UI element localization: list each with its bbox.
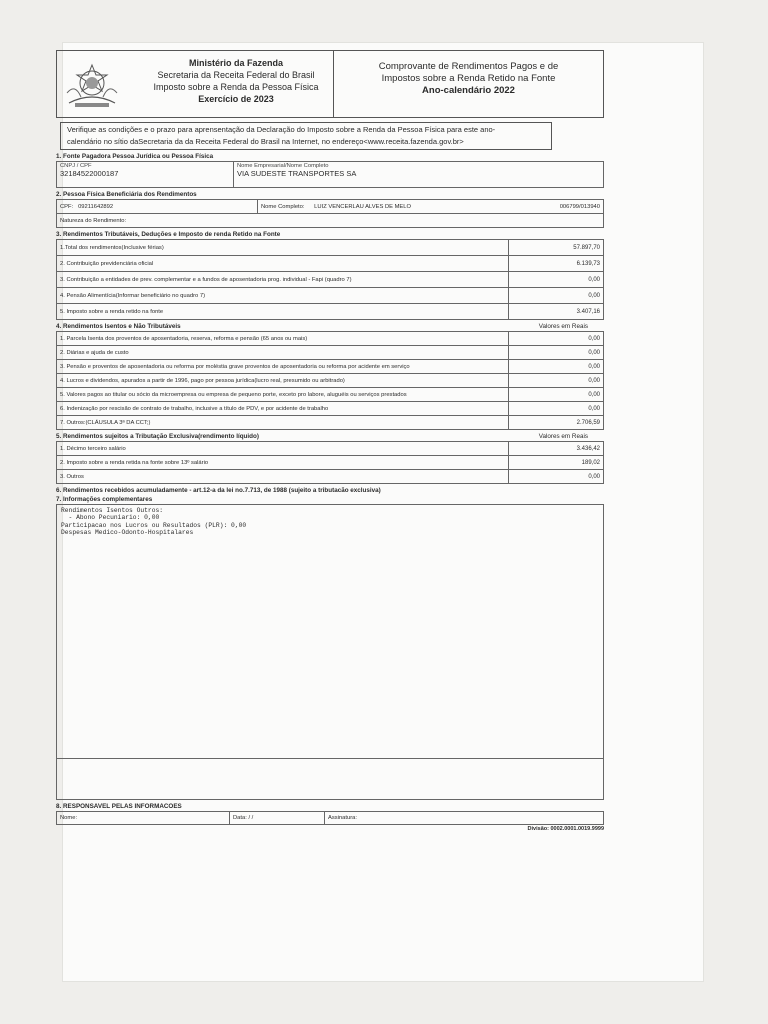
table-row: 1. Décimo terceiro salário 3.436,42 [57, 442, 604, 456]
table-row: 7. Outros:(CLÁUSULA 3ª DA CCT;) 2.706,59 [57, 416, 604, 430]
table-row: 3. Contribuição a entidades de prev. complementar e a fundos de aposentadoria prog. individual - Fapi (quadro 7) 0,00 [57, 272, 604, 288]
section-8-table [56, 811, 604, 825]
divisao-code: Divisão: 0002.0001.0019.9999 [527, 826, 604, 832]
valores-em-reais-4: Valores em Reais [538, 323, 588, 330]
responsavel-data-cell: Data: / / [230, 812, 325, 825]
cnpj-value: 32184522000187 [60, 169, 119, 178]
info-line: Despesas Medico-Odonto-Hospitalares [61, 529, 194, 537]
ano-calendario: Ano-calendário 2022 [422, 85, 515, 96]
info-line: - Abono Pecuniario: 0,00 [61, 514, 160, 522]
ministry-name: Ministério da Fazenda [188, 58, 284, 68]
section-6-title: 6. Rendimentos recebidos acumuladamente - art.12-a da lei no.7.713, de 1988 (sujeito a tributacão exclusiva) [56, 487, 381, 494]
section-1-title: 1. Fonte Pagadora Pessoa Jurídica ou Pessoa Física [56, 153, 214, 160]
section-5-title: 5. Rendimentos sujeitos a Tributação Exclusiva(rendimento líquido) Valores em Reais [56, 432, 604, 441]
header-left [57, 51, 334, 117]
section-5-table [56, 441, 604, 484]
beneficiario-nome-cell: Nome Completo: LUIZ VENCERLAU ALVES DE MELO [258, 200, 508, 214]
table-row: 6. Indenização por rescisão de contrato de trabalho, inclusive a título de PDV, e por acidente de trabalho 0,00 [57, 402, 604, 416]
fonte-nome-value: VIA SUDESTE TRANSPORTES SA [237, 169, 357, 178]
section-8-title: 8. RESPONSAVEL PELAS INFORMACOES [56, 803, 182, 810]
header-right [334, 51, 603, 117]
info-line: Rendimentos Isentos Outros: [61, 507, 164, 514]
cpf-value: 09211642892 [78, 203, 114, 210]
header-left-text [143, 57, 329, 105]
info-line: Participacao nos Lucros ou Resultados (PLR): 0,00 [61, 521, 247, 529]
coat-of-arms-icon [61, 63, 123, 111]
table-row: 1. Parcela Isenta dos proventos de aposentadoria, reserva, reforma e pensão (65 anos ou mais) 0,00 [57, 332, 604, 346]
notice-line-1: Verifique as condições e o prazo para aprensentação da Declaração do Imposto sobre a Renda da Pessoa Física para este ano- [67, 125, 496, 134]
table-row: 5. Imposto sobre a renda retido na fonte 3.407,16 [57, 304, 604, 320]
table-row: 4. Pensão Alimentícia(Informar beneficiário no quadro 7) 0,00 [57, 288, 604, 304]
table-row: 2. Imposto sobre a renda retida na fonte sobre 13º salário 189,02 [57, 456, 604, 470]
responsavel-nome-cell: Nome: [57, 812, 230, 825]
section-7-title: 7. Informações complementares [56, 496, 153, 503]
table-row: 5. Valores pagos ao titular ou sócio da microempresa ou empresa de pequeno porte, exceto pro labore, aluguéis ou serviços prestados 0,00 [57, 388, 604, 402]
informacoes-complementares-box [56, 504, 604, 800]
comprovante-title-1: Comprovante de Rendimentos Pagos e de [378, 61, 559, 72]
section-4-title: 4. Rendimentos Isentos e Não Tributáveis Valores em Reais [56, 322, 604, 331]
comprovante-title-2: Impostos sobre a Renda Retido na Fonte [381, 73, 556, 84]
cnpj-cell: CNPJ / CPF 32184522000187 [57, 162, 234, 188]
table-row: 3. Outros 0,00 [57, 470, 604, 484]
notice-box [60, 122, 552, 150]
income-statement-form [56, 50, 604, 832]
secretaria-name: Secretaria da Receita Federal do Brasil [157, 70, 315, 80]
cpf-cell: CPF: 09211642892 [57, 200, 258, 214]
responsavel-assinatura-cell: Assinatura: [325, 812, 604, 825]
section-3-table [56, 239, 604, 320]
section-3-title: 3. Rendimentos Tributáveis, Deduções e Imposto de renda Retido na Fonte [56, 231, 281, 238]
fonte-nome-cell: Nome Empresarial/Nome Completo VIA SUDESTE TRANSPORTES SA [234, 162, 604, 188]
beneficiario-nome-value: LUIZ VENCERLAU ALVES DE MELO [314, 203, 412, 210]
table-row: 4. Lucros e dividendos, apurados a partir de 1996, pago por pessoa jurídica(lucro real, presumido ou arbitrado) 0,00 [57, 374, 604, 388]
section-4-table [56, 331, 604, 430]
valores-em-reais-5: Valores em Reais [538, 433, 588, 440]
beneficiario-code: 006799/013940 [507, 200, 604, 214]
table-row: 1.Total dos rendimentos(Inclusive férias) 57.897,70 [57, 240, 604, 256]
form-header [56, 50, 604, 118]
table-row: 2. Diárias e ajuda de custo 0,00 [57, 346, 604, 360]
imposto-name: Imposto sobre a Renda da Pessoa Física [153, 82, 319, 92]
natureza-cell: Natureza do Rendimento: [57, 214, 604, 228]
table-row: 3. Pensão e proventos de aposentadoria ou reforma por moléstia grave proventos de aposentadoria ou reforma por acidente em serviço 0,00 [57, 360, 604, 374]
section-1-table [56, 161, 604, 188]
exercicio-label: Exercício de 2023 [198, 94, 274, 104]
table-row: 2. Contribuição previdenciária oficial 6.139,73 [57, 256, 604, 272]
notice-line-2: calendário no sítio daSecretaria da da Receita Federal do Brasil na Internet, no endereço<www.receita.fazenda.gov.br> [67, 137, 464, 146]
section-2-title: 2. Pessoa Física Beneficiária dos Rendimentos [56, 191, 197, 198]
section-2-table [56, 199, 604, 228]
info-box-footer [57, 758, 603, 799]
